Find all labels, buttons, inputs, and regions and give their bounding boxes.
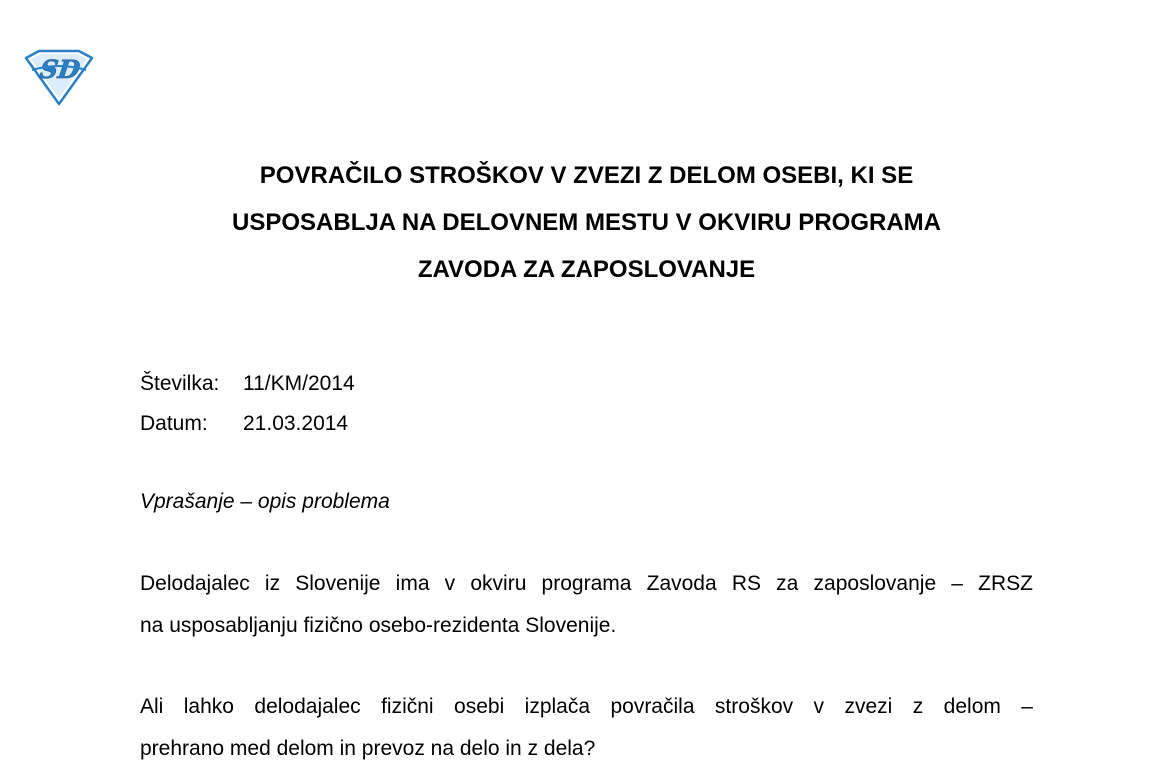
paragraph-2-line-2: prehrano med delom in prevoz na delo in z dela? — [140, 737, 596, 760]
section-heading: Vprašanje – opis problema — [140, 490, 390, 513]
paragraph-1-line-2: na usposabljanju fizično osebo-rezidenta Slovenije. — [140, 614, 617, 637]
number-label: Številka: — [140, 372, 220, 395]
title-line-1: POVRAČILO STROŠKOV V ZVEZI Z DELOM OSEBI, KI SE — [259, 162, 914, 189]
date-row — [140, 404, 355, 444]
logo-text: SD — [38, 54, 83, 84]
date-value: 21.03.2014 — [243, 412, 349, 435]
company-logo — [22, 48, 96, 106]
date-label: Datum: — [140, 412, 208, 435]
diamond-shield-logo-icon — [22, 48, 96, 106]
paragraph-2-line-1: Ali lahko delodajalec fizični osebi izplača povračila stroškov v zvezi z delom – — [140, 695, 1033, 718]
number-value: 11/KM/2014 — [243, 372, 355, 395]
document-title — [140, 152, 1033, 293]
number-row — [140, 364, 355, 404]
title-line-2: USPOSABLJA NA DELOVNEM MESTU V OKVIRU PROGRAMA — [232, 209, 941, 236]
paragraph-1 — [140, 563, 1033, 647]
paragraph-1-line-1: Delodajalec iz Slovenije ima v okviru programa Zavoda RS za zaposlovanje – ZRSZ — [140, 572, 1033, 595]
title-line-3: ZAVODA ZA ZAPOSLOVANJE — [417, 256, 756, 283]
paragraph-2 — [140, 686, 1033, 770]
document-meta — [140, 364, 355, 444]
